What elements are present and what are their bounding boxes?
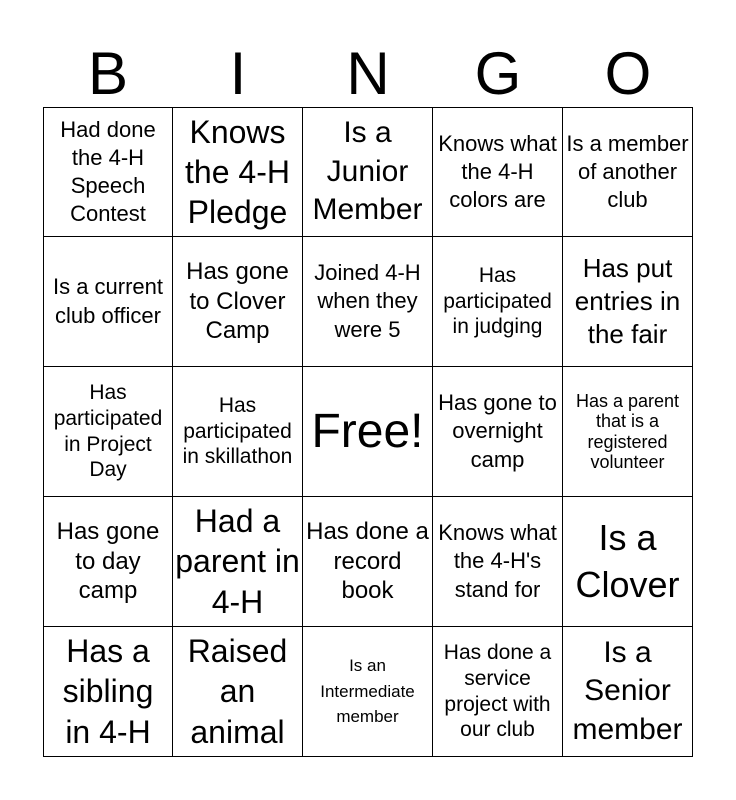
header-letter-o: O xyxy=(604,40,652,107)
header-letter-i: I xyxy=(229,40,247,107)
bingo-cell-r1c2[interactable]: Knows the 4-H Pledge xyxy=(173,107,303,237)
header-letter-b: B xyxy=(87,40,129,107)
bingo-cell-r1c3[interactable]: Is a Junior Member xyxy=(303,107,433,237)
bingo-cell-r3c2[interactable]: Has participated in skillathon xyxy=(173,367,303,497)
bingo-cell-r4c1[interactable]: Has gone to day camp xyxy=(43,497,173,627)
bingo-header xyxy=(43,40,693,108)
bingo-cell-r3c5[interactable]: Has a parent that is a registered volunteer xyxy=(563,367,693,497)
bingo-cell-r4c5[interactable]: Is a Clover xyxy=(563,497,693,627)
bingo-cell-r3c1[interactable]: Has participated in Project Day xyxy=(43,367,173,497)
header-letter-n: N xyxy=(346,40,390,107)
bingo-cell-r3c3 free-space[interactable]: Free! xyxy=(303,367,433,497)
bingo-board xyxy=(43,107,693,757)
bingo-cell-r1c4[interactable]: Knows what the 4-H colors are xyxy=(433,107,563,237)
bingo-cell-r1c5[interactable]: Is a member of another club xyxy=(563,107,693,237)
bingo-cell-r4c4[interactable]: Knows what the 4-H's stand for xyxy=(433,497,563,627)
bingo-cell-r5c3[interactable]: Is an Intermediate member xyxy=(303,627,433,757)
bingo-cell-r2c2[interactable]: Has gone to Clover Camp xyxy=(173,237,303,367)
bingo-cell-r4c3[interactable]: Has done a record book xyxy=(303,497,433,627)
bingo-cell-r2c4[interactable]: Has participated in judging xyxy=(433,237,563,367)
header-letter-g: G xyxy=(474,40,522,107)
bingo-cell-r5c5[interactable]: Is a Senior member xyxy=(563,627,693,757)
bingo-cell-r5c1[interactable]: Has a sibling in 4-H xyxy=(43,627,173,757)
bingo-cell-r4c2[interactable]: Had a parent in 4-H xyxy=(173,497,303,627)
bingo-cell-r5c2[interactable]: Raised an animal xyxy=(173,627,303,757)
bingo-cell-r2c5[interactable]: Has put entries in the fair xyxy=(563,237,693,367)
bingo-cell-r1c1[interactable]: Had done the 4-H Speech Contest xyxy=(43,107,173,237)
bingo-cell-r2c1[interactable]: Is a current club officer xyxy=(43,237,173,367)
bingo-cell-r5c4[interactable]: Has done a service project with our club xyxy=(433,627,563,757)
bingo-cell-r3c4[interactable]: Has gone to overnight camp xyxy=(433,367,563,497)
bingo-cell-r2c3[interactable]: Joined 4-H when they were 5 xyxy=(303,237,433,367)
